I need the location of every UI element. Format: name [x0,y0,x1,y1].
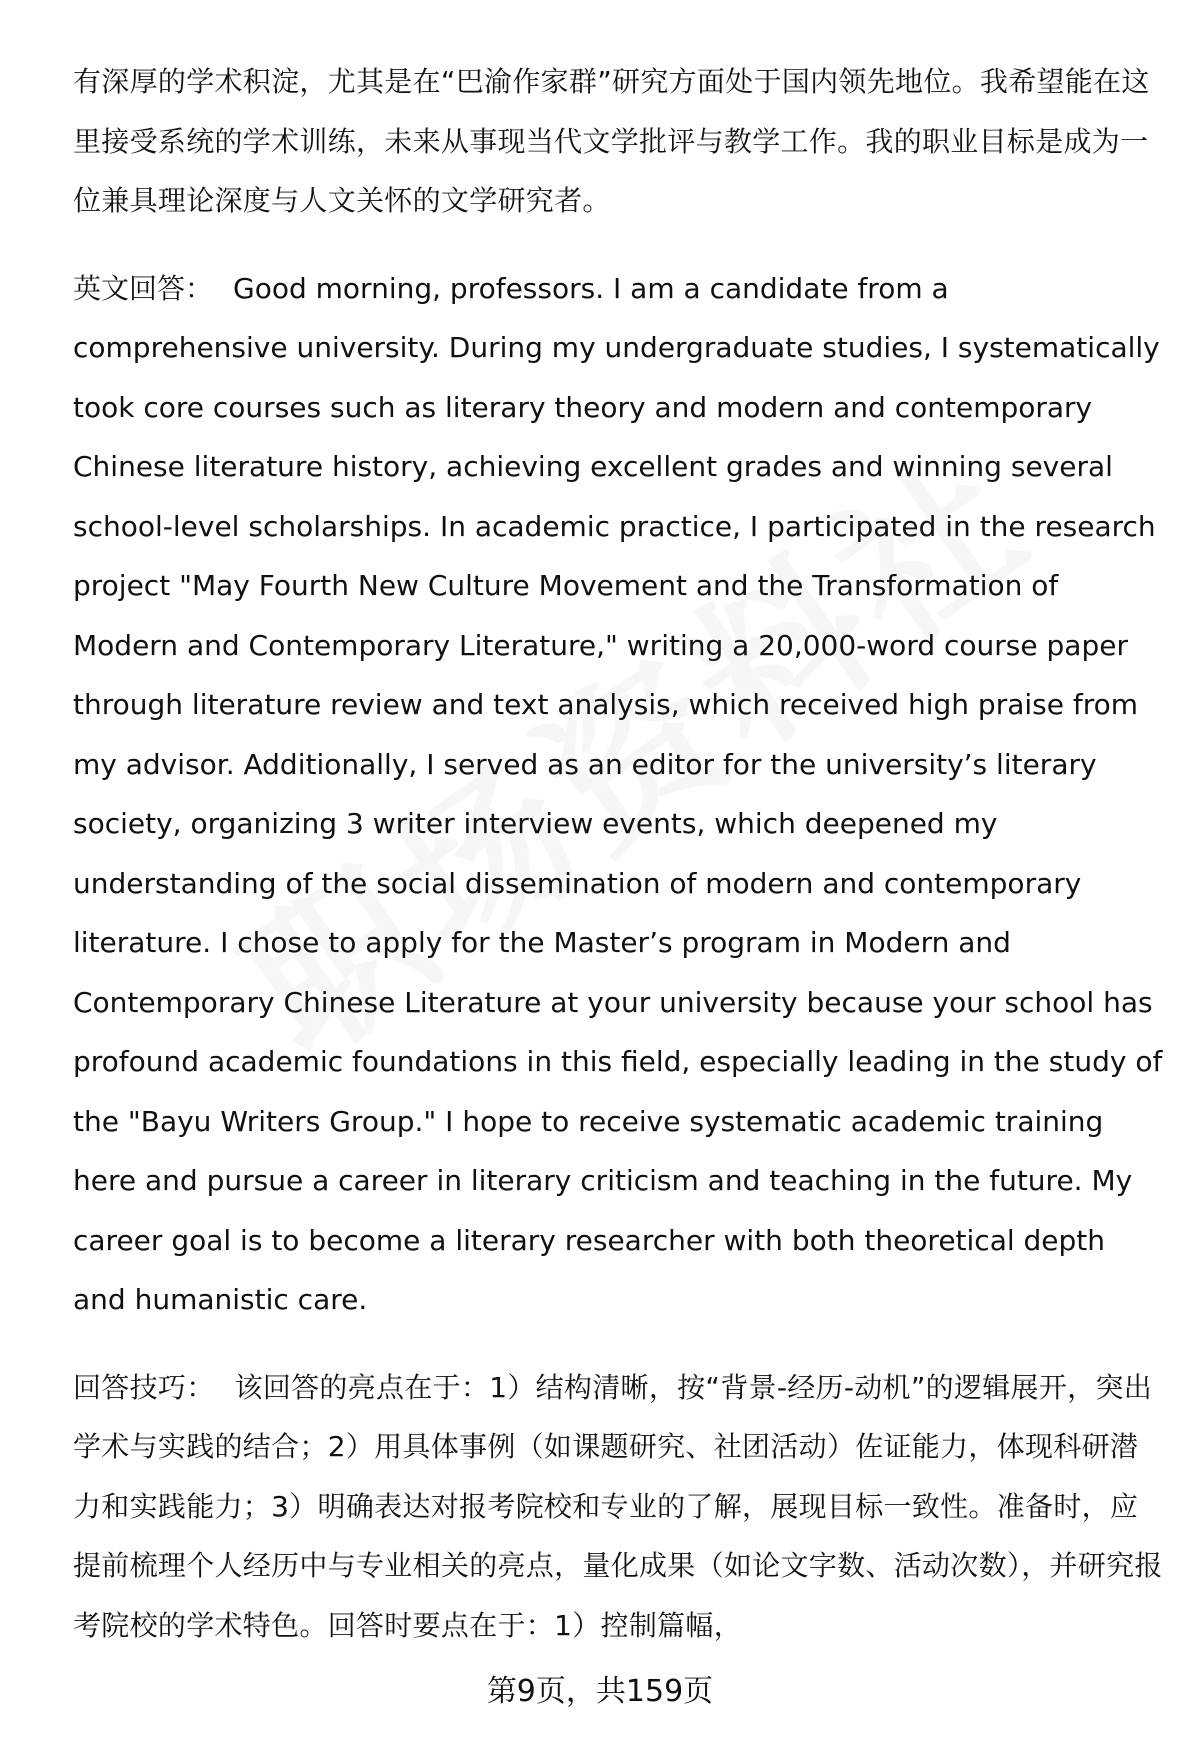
english-answer-label: 英文回答： [73,271,214,305]
english-answer-text: Good morning, professors. I am a candidate from a comprehensive university. During my undergraduate studies, I systematically took core courses such as literary theory and modern and contemporary Chinese literature history, achieving excellent grades and winning several school-level scholarships. In academic practice, I participated in the research project "May Fourth New Culture Movement and the Transformation of Modern and Contemporary Literature," writing a 20,000-word course paper through literature review and text analysis, which received high praise from my advisor. Additionally, I served as an editor for the university’s literary society, organizing 3 writer interview events, which deepened my understanding of the social dissemination of modern and contemporary literature. I chose to apply for the Master’s program in Modern and Contemporary Chinese Literature at your university because your school has profound academic foundations in this field, especially leading in the study of the "Bayu Writers Group." I hope to receive systematic academic training here and pursue a career in literary criticism and teaching in the future. My career goal is to become a literary researcher with both theoretical depth and humanistic care. [73,271,1163,1316]
page-number-footer: 第9页，共159页 [486,1674,714,1709]
paragraph-english-answer [73,259,1163,1330]
answer-tips-label: 回答技巧： [73,1370,215,1404]
paragraph-answer-tips [73,1358,1163,1656]
document-page [73,52,1163,1683]
answer-tips-text: 该回答的亮点在于：1）结构清晰，按“背景-经历-动机”的逻辑展开，突出学术与实践的结合；2）用具体事例（如课题研究、社团活动）佐证能力，体现科研潜力和实践能力；3）明确表达对报考院校和专业的了解，展现目标一致性。准备时，应提前梳理个人经历中与专业相关的亮点，量化成果（如论文字数、活动次数），并研究报考院校的学术特色。回答时要点在于：1）控制篇幅， [73,1370,1163,1642]
paragraph-zh-intro: 有深厚的学术积淀，尤其是在“巴渝作家群”研究方面处于国内领先地位。我希望能在这里接受系统的学术训练，未来从事现当代文学批评与教学工作。我的职业目标是成为一位兼具理论深度与人文关怀的文学研究者。 [73,65,1150,217]
